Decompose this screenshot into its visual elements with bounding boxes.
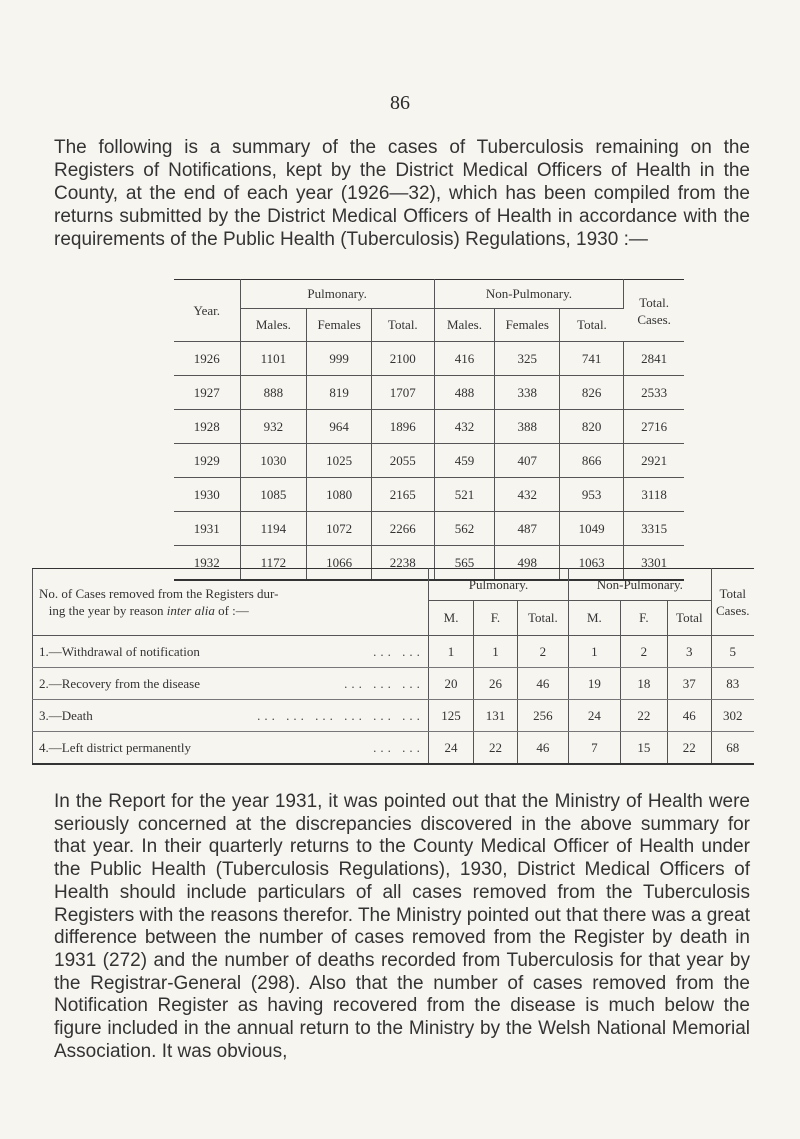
table-row — [174, 512, 684, 546]
non-pulmonary-header: Non-Pulmonary. — [434, 280, 624, 309]
removed-cases-table — [32, 568, 754, 765]
non-pulmonary-m-cell: 19 — [569, 668, 620, 700]
pulmonary-males-cell: 1085 — [240, 478, 307, 512]
t2-non-pulmonary-m-header: M. — [569, 601, 620, 636]
pulmonary-males-cell: 932 — [240, 410, 307, 444]
table-row — [174, 342, 684, 376]
non-pulmonary-m-cell: 1 — [569, 636, 620, 668]
non-pulmonary-females-header: Females — [495, 309, 560, 342]
total-cases-cell: 5 — [711, 636, 754, 668]
t2-non-pulmonary-header: Non-Pulmonary. — [569, 569, 711, 601]
removal-reason-text: 3.—Death — [39, 707, 93, 723]
leader-dots: ... ... ... ... ... ... — [257, 707, 424, 723]
non-pulmonary-females-cell: 338 — [495, 376, 560, 410]
pulmonary-f-cell: 22 — [474, 732, 517, 765]
t2-non-pulmonary-total-header: Total — [668, 601, 711, 636]
total-cases-cell: 68 — [726, 739, 740, 755]
removal-reason-text: 2.—Recovery from the disease — [39, 675, 201, 691]
total-cases-cell: 302 — [711, 700, 754, 732]
total-cases-cell: 3118 — [624, 478, 684, 512]
non-pulmonary-total-cell: 741 — [560, 342, 624, 376]
non-pulmonary-total-cell: 953 — [560, 478, 624, 512]
removal-reason-text: 4.—Left district permanently — [39, 739, 191, 755]
year-cell: 1929 — [174, 444, 240, 478]
leader-dots: ... ... ... — [344, 675, 424, 691]
total-cases-cell: 2921 — [624, 444, 684, 478]
total-cases-header: Total. Cases. — [624, 280, 684, 342]
pulmonary-males-cell: 1030 — [240, 444, 307, 478]
pulmonary-total-cell: 2165 — [371, 478, 434, 512]
register-summary-table — [174, 279, 684, 581]
non-pulmonary-total-cell: 3 — [668, 636, 711, 668]
pulmonary-m-cell: 125 — [428, 700, 473, 732]
pulmonary-females-cell: 999 — [307, 342, 372, 376]
removal-reason-cell — [33, 700, 429, 732]
non-pulmonary-males-cell: 459 — [434, 444, 495, 478]
non-pulmonary-females-cell: 498 — [495, 546, 560, 581]
pulmonary-females-cell: 1080 — [307, 478, 372, 512]
year-cell: 1930 — [174, 478, 240, 512]
report-paragraph: In the Report for the year 1931, it was pointed out that the Ministry of Health were seriously concerned at the discrepancies discovered in the above summary for that year. In their quarterly returns to the County Medical Officer of Health under the Public Health (Tuberculosis Regulations), 1930, District Medical Officers of Health should include particulars of all cases removed from the Tuberculosis Registers with the reasons therefor. The Ministry pointed out that there was a great difference between the number of cases removed from the Register by death in 1931 (272) and the number of deaths recorded from Tuberculosis for that year by the Registrar-General (298). Also that the number of cases removed from the Notification Register as having recovered from the disease is much below the figure included in the annual return to the Ministry by the Welsh National Memorial Association. It was obvious, — [54, 791, 750, 1062]
non-pulmonary-males-header: Males. — [434, 309, 495, 342]
table-row — [33, 732, 755, 765]
pulmonary-total-cell: 1707 — [371, 376, 434, 410]
pulmonary-males-header: Males. — [240, 309, 307, 342]
pulmonary-total-cell: 46 — [517, 668, 568, 700]
pulmonary-females-cell: 1025 — [307, 444, 372, 478]
t2-pulmonary-m-header: M. — [428, 601, 473, 636]
non-pulmonary-males-cell: 521 — [434, 478, 495, 512]
table-row — [174, 444, 684, 478]
non-pulmonary-f-cell: 18 — [620, 668, 667, 700]
non-pulmonary-males-cell: 562 — [434, 512, 495, 546]
table-row — [33, 668, 755, 700]
non-pulmonary-females-cell: 487 — [495, 512, 560, 546]
pulmonary-females-header: Females — [307, 309, 372, 342]
non-pulmonary-total-cell: 37 — [668, 668, 711, 700]
pulmonary-total-cell: 2266 — [371, 512, 434, 546]
non-pulmonary-females-cell: 388 — [495, 410, 560, 444]
removal-reason-cell — [33, 668, 429, 700]
removal-header-line2-pre: ing the year by reason — [48, 603, 167, 618]
total-cases-cell: 2716 — [624, 410, 684, 444]
pulmonary-females-cell: 964 — [307, 410, 372, 444]
non-pulmonary-f-cell: 15 — [620, 732, 667, 765]
pulmonary-males-cell: 888 — [240, 376, 307, 410]
pulmonary-total-cell: 2100 — [371, 342, 434, 376]
total-cases-cell: 3315 — [624, 512, 684, 546]
pulmonary-males-cell: 1101 — [240, 342, 307, 376]
year-cell: 1926 — [174, 342, 240, 376]
table-row — [174, 478, 684, 512]
pulmonary-total-header: Total. — [371, 309, 434, 342]
year-header: Year. — [174, 280, 240, 342]
non-pulmonary-females-cell: 325 — [495, 342, 560, 376]
year-cell: 1927 — [174, 376, 240, 410]
table-row — [33, 636, 755, 668]
removal-reason-cell — [33, 636, 429, 668]
pulmonary-total-cell: 2 — [517, 636, 568, 668]
year-cell: 1932 — [174, 546, 240, 581]
non-pulmonary-total-cell: 866 — [560, 444, 624, 478]
t2-pulmonary-header: Pulmonary. — [428, 569, 568, 601]
table-row — [33, 700, 755, 732]
pulmonary-total-cell: 46 — [517, 732, 568, 765]
non-pulmonary-f-cell: 2 — [620, 636, 667, 668]
non-pulmonary-females-cell: 432 — [495, 478, 560, 512]
non-pulmonary-males-cell: 432 — [434, 410, 495, 444]
pulmonary-females-cell: 819 — [307, 376, 372, 410]
table-row — [174, 376, 684, 410]
leader-dots: ... ... — [373, 739, 424, 755]
removal-header-latin: inter alia — [166, 603, 215, 618]
pulmonary-females-cell: 1066 — [307, 546, 372, 581]
intro-paragraph: The following is a summary of the cases of Tuberculosis remaining on the Registers of Notifications, kept by the District Medical Officers of Health in the County, at the end of each year (1926—32), which has been compiled from the returns submitted by the District Medical Officers of Health in accordance with the requirements of the Public Health (Tuberculosis) Regulations, 1930 :— — [54, 137, 750, 250]
removal-header-line1: No. of Cases removed from the Registers dur- — [39, 586, 279, 601]
non-pulmonary-males-cell: 488 — [434, 376, 495, 410]
t2-pulmonary-total-header: Total. — [517, 601, 568, 636]
pulmonary-total-cell: 256 — [517, 700, 568, 732]
non-pulmonary-males-cell: 416 — [434, 342, 495, 376]
pulmonary-m-cell: 24 — [428, 732, 473, 765]
non-pulmonary-total-header: Total. — [560, 309, 624, 342]
pulmonary-males-cell: 1194 — [240, 512, 307, 546]
pulmonary-total-cell: 1896 — [371, 410, 434, 444]
total-cases-cell: 83 — [711, 668, 754, 700]
non-pulmonary-total-cell: 820 — [560, 410, 624, 444]
year-cell: 1928 — [174, 410, 240, 444]
non-pulmonary-m-cell: 24 — [569, 700, 620, 732]
pulmonary-males-cell: 1172 — [240, 546, 307, 581]
pulmonary-m-cell: 20 — [428, 668, 473, 700]
pulmonary-f-cell: 26 — [474, 668, 517, 700]
non-pulmonary-females-cell: 407 — [495, 444, 560, 478]
non-pulmonary-f-cell: 22 — [620, 700, 667, 732]
pulmonary-m-cell: 1 — [428, 636, 473, 668]
t2-non-pulmonary-f-header: F. — [620, 601, 667, 636]
non-pulmonary-total-cell: 826 — [560, 376, 624, 410]
total-cases-cell: 3301 — [624, 546, 684, 581]
leader-dots: ... ... — [373, 643, 424, 659]
pulmonary-f-cell: 131 — [474, 700, 517, 732]
non-pulmonary-m-cell: 7 — [569, 732, 620, 765]
pulmonary-f-cell: 1 — [474, 636, 517, 668]
non-pulmonary-total-cell: 22 — [668, 732, 711, 765]
page-number: 86 — [390, 92, 410, 114]
non-pulmonary-total-cell: 1063 — [560, 546, 624, 581]
pulmonary-total-cell: 2055 — [371, 444, 434, 478]
removal-reason-text: 1.—Withdrawal of notification — [39, 643, 200, 659]
total-cases-cell: 2841 — [624, 342, 684, 376]
pulmonary-total-cell: 2238 — [371, 546, 434, 581]
pulmonary-header: Pulmonary. — [240, 280, 434, 309]
total-cases-cell: 2533 — [624, 376, 684, 410]
non-pulmonary-males-cell: 565 — [434, 546, 495, 581]
removed-cases-rows — [33, 636, 755, 765]
non-pulmonary-total-cell: 1049 — [560, 512, 624, 546]
t2-total-cases-header: Total Cases. — [711, 569, 754, 636]
year-cell: 1931 — [174, 512, 240, 546]
table-row — [174, 410, 684, 444]
removal-reason-cell — [33, 732, 429, 765]
removal-header-line2-post: of :— — [214, 603, 249, 618]
non-pulmonary-total-cell: 46 — [668, 700, 711, 732]
pulmonary-females-cell: 1072 — [307, 512, 372, 546]
removal-reason-header — [33, 569, 429, 636]
t2-pulmonary-f-header: F. — [474, 601, 517, 636]
register-summary-rows — [174, 342, 684, 581]
